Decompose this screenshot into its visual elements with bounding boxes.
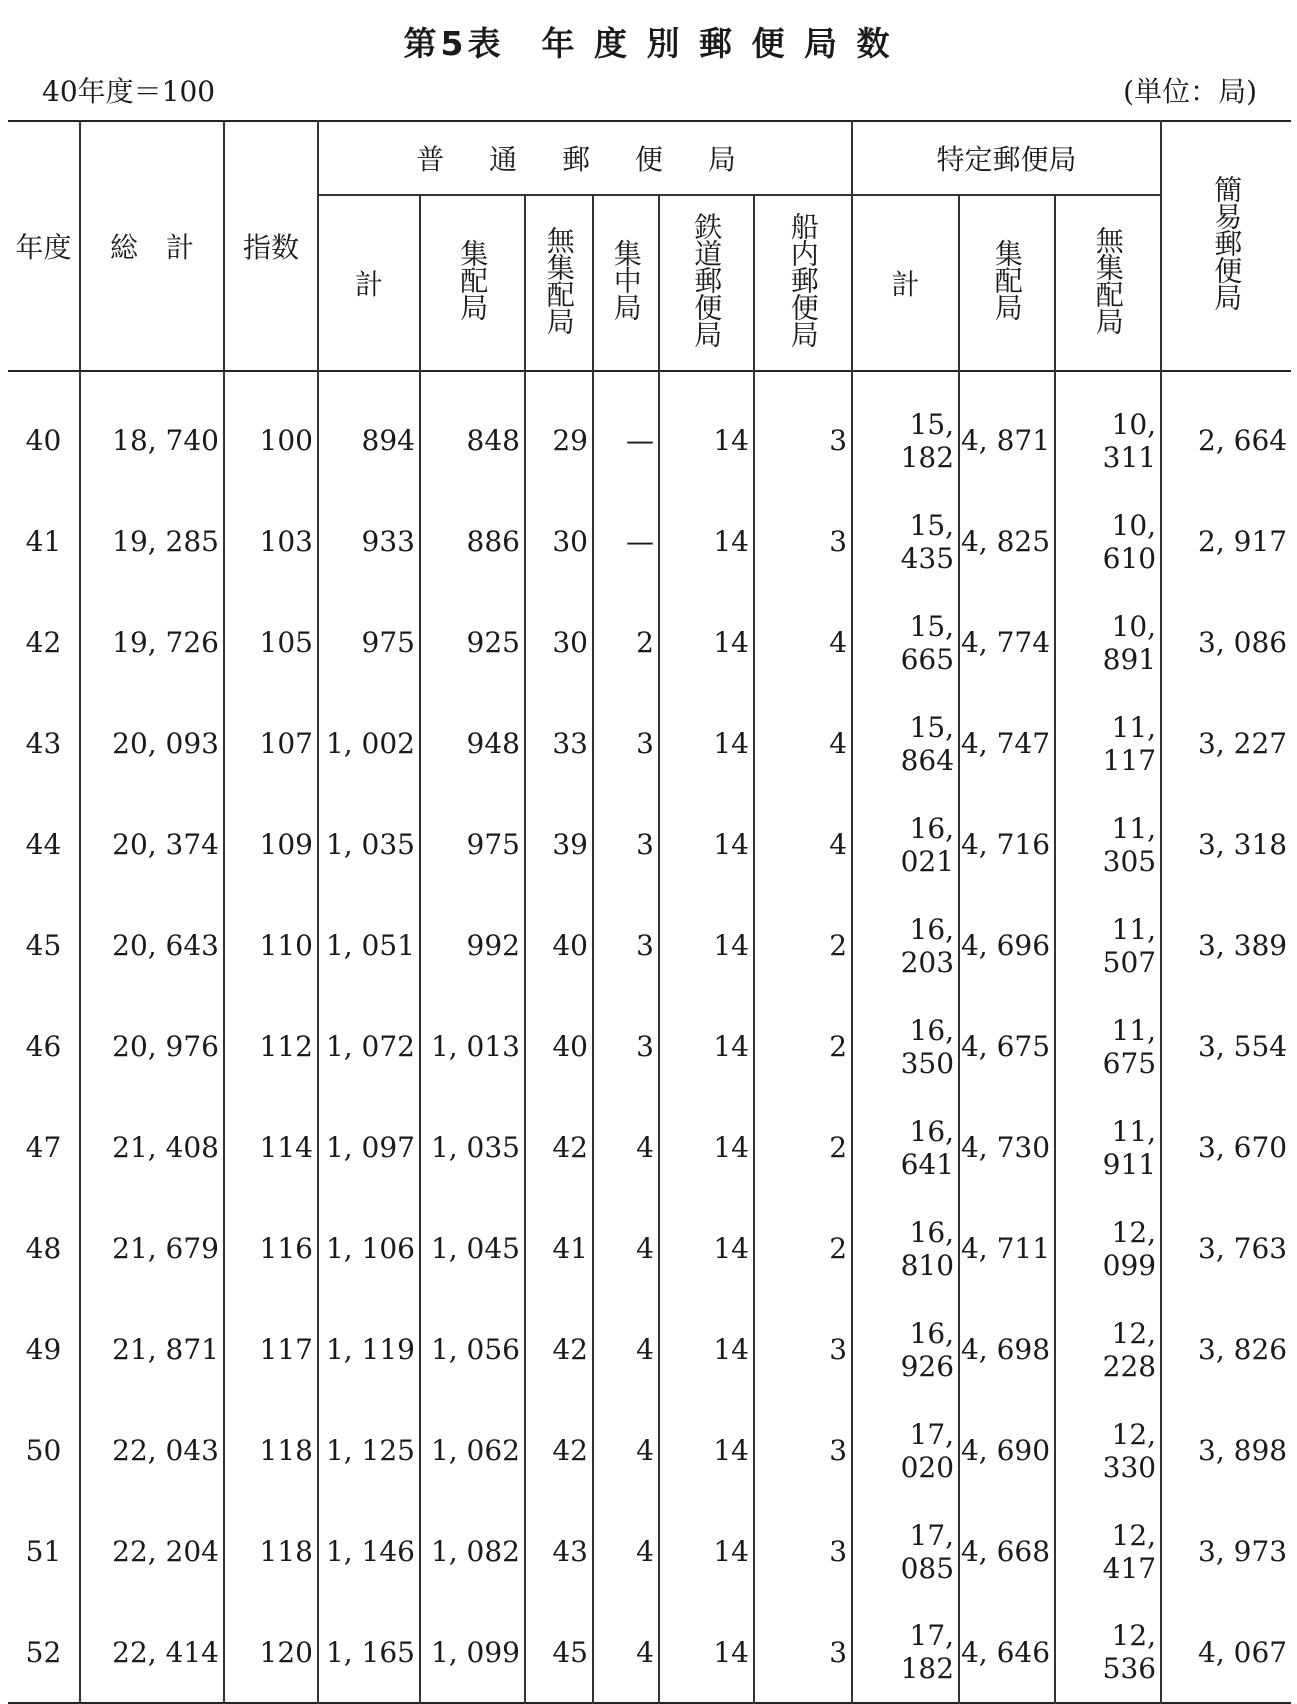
cell-index: 116 [224,1198,318,1299]
cell-s-noncollect: 10, 891 [1055,592,1161,693]
header-ordinary-central [593,195,659,371]
cell-index: 114 [224,1097,318,1198]
cell-s-collect: 4, 696 [959,895,1055,996]
cell-year: 46 [25,1030,62,1063]
cell-s-total: 16, 350 [852,996,959,1097]
header-special-noncollect [1055,195,1161,371]
table-row [8,1602,1291,1703]
cell-simple: 3, 973 [1161,1501,1291,1602]
cell-s-collect: 4, 747 [959,693,1055,794]
cell-o-ship: 4 [754,592,852,693]
cell-o-total: 1, 097 [318,1097,420,1198]
cell-total: 21, 679 [80,1198,224,1299]
cell-s-total: 17, 182 [852,1602,959,1703]
table-row [8,996,1291,1097]
cell-simple: 4, 067 [1161,1602,1291,1703]
cell-index: 120 [224,1602,318,1703]
cell-o-collect: 1, 099 [420,1602,525,1703]
cell-o-rail: 14 [659,371,754,491]
header-ordinary-rail [659,195,754,371]
cell-o-noncollect: 40 [525,895,593,996]
cell-index: 109 [224,794,318,895]
cell-o-rail: 14 [659,996,754,1097]
header-ordinary-group: 普 通 郵 便 局 [318,121,852,195]
cell-simple: 3, 898 [1161,1400,1291,1501]
cell-o-noncollect: 43 [525,1501,593,1602]
cell-o-collect: 1, 045 [420,1198,525,1299]
cell-o-noncollect: 42 [525,1097,593,1198]
cell-s-total: 16, 203 [852,895,959,996]
header-ordinary-collect-label: 集配局 [456,239,490,320]
table-header [8,121,1291,371]
header-special-noncollect-label: 無集配局 [1091,225,1125,334]
cell-total: 22, 043 [80,1400,224,1501]
cell-o-collect: 992 [420,895,525,996]
cell-s-noncollect: 11, 305 [1055,794,1161,895]
cell-s-collect: 4, 825 [959,491,1055,592]
header-special-total: 計 [852,195,959,371]
cell-o-rail: 14 [659,794,754,895]
cell-year: 47 [25,1131,62,1164]
cell-o-rail: 14 [659,491,754,592]
cell-total: 22, 204 [80,1501,224,1602]
cell-o-rail: 14 [659,693,754,794]
cell-s-noncollect: 12, 536 [1055,1602,1161,1703]
cell-simple: 2, 664 [1161,371,1291,491]
cell-simple: 3, 227 [1161,693,1291,794]
cell-s-collect: 4, 646 [959,1602,1055,1703]
cell-total: 19, 285 [80,491,224,592]
cell-o-collect: 948 [420,693,525,794]
cell-year: 43 [25,727,62,760]
cell-o-total: 1, 146 [318,1501,420,1602]
cell-o-collect: 1, 056 [420,1299,525,1400]
cell-year: 42 [25,626,62,659]
header-ordinary-noncollect [525,195,593,371]
cell-o-ship: 3 [754,1501,852,1602]
header-total: 総 計 [80,121,224,371]
cell-o-total: 1, 002 [318,693,420,794]
cell-o-total: 1, 125 [318,1400,420,1501]
cell-o-central: 3 [593,794,659,895]
table-row [8,1501,1291,1602]
cell-o-total: 894 [318,371,420,491]
header-special-collect-label: 集配局 [990,239,1024,320]
cell-simple: 3, 318 [1161,794,1291,895]
cell-o-rail: 14 [659,1198,754,1299]
header-ordinary-ship-label: 船内郵便局 [786,212,820,347]
cell-simple: 3, 670 [1161,1097,1291,1198]
cell-o-rail: 14 [659,1299,754,1400]
cell-o-total: 1, 035 [318,794,420,895]
table-row [8,693,1291,794]
header-ordinary-noncollect-label: 無集配局 [542,225,576,334]
cell-o-central: 4 [593,1602,659,1703]
cell-s-noncollect: 11, 507 [1055,895,1161,996]
cell-index: 105 [224,592,318,693]
cell-s-collect: 4, 675 [959,996,1055,1097]
cell-s-noncollect: 12, 330 [1055,1400,1161,1501]
cell-index: 112 [224,996,318,1097]
cell-year: 49 [25,1333,62,1366]
cell-s-collect: 4, 871 [959,371,1055,491]
cell-o-collect: 1, 062 [420,1400,525,1501]
cell-s-collect: 4, 774 [959,592,1055,693]
cell-o-collect: 1, 013 [420,996,525,1097]
cell-o-total: 1, 106 [318,1198,420,1299]
cell-o-total: 1, 119 [318,1299,420,1400]
cell-o-noncollect: 29 [525,371,593,491]
cell-year: 44 [25,828,62,861]
header-year: 年度 [15,231,72,264]
cell-o-noncollect: 30 [525,592,593,693]
cell-year: 50 [25,1434,62,1467]
header-ordinary-total: 計 [318,195,420,371]
cell-o-central: 2 [593,592,659,693]
cell-o-ship: 4 [754,693,852,794]
cell-s-total: 16, 810 [852,1198,959,1299]
cell-s-noncollect: 10, 311 [1055,371,1161,491]
cell-total: 20, 374 [80,794,224,895]
cell-index: 100 [224,371,318,491]
cell-s-total: 16, 641 [852,1097,959,1198]
cell-s-collect: 4, 711 [959,1198,1055,1299]
cell-o-collect: 848 [420,371,525,491]
cell-o-noncollect: 42 [525,1400,593,1501]
header-special-group: 特定郵便局 [852,121,1161,195]
cell-o-central: 3 [593,996,659,1097]
unit-note: (単位：局) [1123,75,1257,108]
cell-o-collect: 886 [420,491,525,592]
cell-o-central: 3 [593,895,659,996]
cell-s-noncollect: 12, 417 [1055,1501,1161,1602]
table-row [8,1097,1291,1198]
cell-s-total: 17, 085 [852,1501,959,1602]
cell-o-noncollect: 45 [525,1602,593,1703]
cell-simple: 3, 763 [1161,1198,1291,1299]
cell-o-rail: 14 [659,1501,754,1602]
cell-o-total: 1, 072 [318,996,420,1097]
cell-o-rail: 14 [659,1400,754,1501]
header-ordinary-rail-label: 鉄道郵便局 [690,212,724,347]
cell-o-total: 933 [318,491,420,592]
cell-index: 118 [224,1400,318,1501]
cell-year: 45 [25,929,62,962]
cell-o-total: 1, 051 [318,895,420,996]
cell-year: 41 [25,525,62,558]
table-row [8,794,1291,895]
cell-s-total: 15, 182 [852,371,959,491]
cell-simple: 2, 917 [1161,491,1291,592]
cell-o-central: — [593,491,659,592]
cell-o-central: 4 [593,1501,659,1602]
cell-o-noncollect: 39 [525,794,593,895]
cell-o-noncollect: 33 [525,693,593,794]
cell-total: 20, 643 [80,895,224,996]
cell-simple: 3, 389 [1161,895,1291,996]
cell-o-ship: 3 [754,371,852,491]
cell-total: 21, 408 [80,1097,224,1198]
cell-o-central: 4 [593,1400,659,1501]
cell-s-total: 15, 665 [852,592,959,693]
post-office-table [8,120,1291,1704]
cell-o-rail: 14 [659,895,754,996]
cell-s-collect: 4, 698 [959,1299,1055,1400]
table-row [8,1299,1291,1400]
cell-o-collect: 1, 082 [420,1501,525,1602]
cell-o-ship: 2 [754,1097,852,1198]
cell-o-rail: 14 [659,1602,754,1703]
cell-o-noncollect: 41 [525,1198,593,1299]
cell-simple: 3, 554 [1161,996,1291,1097]
cell-s-noncollect: 12, 228 [1055,1299,1161,1400]
cell-o-total: 1, 165 [318,1602,420,1703]
cell-o-collect: 1, 035 [420,1097,525,1198]
header-ordinary-ship [754,195,852,371]
base-year-note: 40年度＝100 [42,75,216,108]
cell-o-central: 4 [593,1198,659,1299]
table-title: 第5表 年 度 別 郵 便 局 数 [403,24,894,63]
table-row [8,491,1291,592]
cell-index: 118 [224,1501,318,1602]
header-ordinary-collect [420,195,525,371]
cell-year: 51 [25,1535,62,1568]
cell-total: 18, 740 [80,371,224,491]
cell-index: 103 [224,491,318,592]
cell-s-noncollect: 12, 099 [1055,1198,1161,1299]
cell-s-total: 17, 020 [852,1400,959,1501]
cell-o-rail: 14 [659,592,754,693]
cell-o-total: 975 [318,592,420,693]
cell-o-ship: 4 [754,794,852,895]
cell-o-central: 4 [593,1097,659,1198]
cell-s-collect: 4, 690 [959,1400,1055,1501]
cell-total: 20, 976 [80,996,224,1097]
cell-index: 117 [224,1299,318,1400]
cell-o-ship: 3 [754,1602,852,1703]
header-ordinary-central-label: 集中局 [609,239,643,320]
cell-s-noncollect: 10, 610 [1055,491,1161,592]
cell-o-central: 3 [593,693,659,794]
table-row [8,895,1291,996]
cell-year: 40 [25,424,62,457]
cell-index: 107 [224,693,318,794]
cell-s-noncollect: 11, 675 [1055,996,1161,1097]
cell-o-rail: 14 [659,1097,754,1198]
cell-index: 110 [224,895,318,996]
cell-s-noncollect: 11, 911 [1055,1097,1161,1198]
cell-o-noncollect: 30 [525,491,593,592]
cell-s-total: 15, 435 [852,491,959,592]
cell-o-ship: 3 [754,1400,852,1501]
cell-year: 52 [25,1635,62,1669]
cell-o-ship: 2 [754,996,852,1097]
cell-o-collect: 975 [420,794,525,895]
table-body [8,371,1291,1703]
table-row [8,1198,1291,1299]
cell-total: 21, 871 [80,1299,224,1400]
cell-o-central: — [593,371,659,491]
table-row [8,371,1291,491]
cell-total: 22, 414 [80,1602,224,1703]
table-row [8,592,1291,693]
header-index: 指数 [224,121,318,371]
cell-simple: 3, 826 [1161,1299,1291,1400]
cell-year: 48 [25,1232,62,1265]
cell-total: 19, 726 [80,592,224,693]
cell-o-ship: 3 [754,491,852,592]
header-simple-label: 簡易郵便局 [1210,175,1244,310]
cell-total: 20, 093 [80,693,224,794]
cell-simple: 3, 086 [1161,592,1291,693]
header-special-collect [959,195,1055,371]
cell-o-central: 4 [593,1299,659,1400]
cell-s-collect: 4, 730 [959,1097,1055,1198]
header-simple [1161,121,1291,371]
cell-o-noncollect: 40 [525,996,593,1097]
cell-o-ship: 3 [754,1299,852,1400]
cell-o-noncollect: 42 [525,1299,593,1400]
cell-s-total: 16, 926 [852,1299,959,1400]
cell-s-total: 15, 864 [852,693,959,794]
cell-o-ship: 2 [754,1198,852,1299]
cell-o-ship: 2 [754,895,852,996]
cell-s-noncollect: 11, 117 [1055,693,1161,794]
table-row [8,1400,1291,1501]
cell-o-collect: 925 [420,592,525,693]
cell-s-collect: 4, 668 [959,1501,1055,1602]
cell-s-total: 16, 021 [852,794,959,895]
cell-s-collect: 4, 716 [959,794,1055,895]
